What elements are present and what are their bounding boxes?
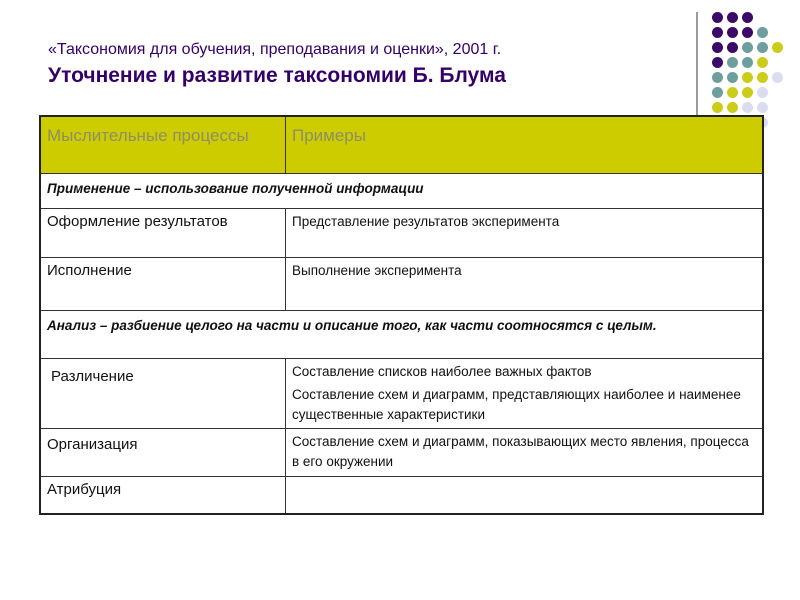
decorative-dot — [757, 57, 768, 68]
section-row — [40, 174, 763, 209]
examples-cell — [286, 477, 764, 514]
decorative-dot — [727, 87, 738, 98]
section-row — [40, 311, 763, 359]
decorative-dot — [742, 102, 753, 113]
example-text: Составление схем и диаграмм, представляющих наиболее и наименее существенные характеристики — [292, 387, 741, 422]
process-cell: Организация — [40, 429, 286, 477]
decorative-dot — [727, 12, 738, 23]
section-title: Применение – использование полученной информации — [40, 174, 763, 209]
decorative-dot — [757, 87, 768, 98]
slide-subtitle: «Таксономия для обучения, преподавания и оценки», 2001 г. — [48, 41, 502, 58]
example-text: Составление списков наиболее важных фактов — [292, 364, 592, 379]
examples-cell — [286, 209, 764, 258]
decorative-dot — [712, 12, 723, 23]
table-header-row — [40, 116, 763, 174]
decorative-dot — [757, 27, 768, 38]
decorative-dot — [772, 42, 783, 53]
decorative-dot — [727, 42, 738, 53]
decorative-dot — [727, 102, 738, 113]
process-cell: Оформление результатов — [40, 209, 286, 258]
decorative-dot — [742, 42, 753, 53]
table-row — [40, 209, 763, 258]
decorative-dot — [727, 72, 738, 83]
table-row — [40, 477, 763, 514]
table-row — [40, 429, 763, 477]
example-text: Выполнение эксперимента — [292, 263, 462, 278]
decorative-dot — [757, 42, 768, 53]
decorative-dot — [712, 87, 723, 98]
examples-cell — [286, 429, 764, 477]
process-cell: Различение — [40, 359, 286, 429]
table-row — [40, 258, 763, 311]
decorative-dot — [712, 57, 723, 68]
decorative-dot — [727, 27, 738, 38]
decorative-dot — [757, 102, 768, 113]
examples-cell — [286, 359, 764, 429]
decorative-dot — [742, 87, 753, 98]
header-processes: Мыслительные процессы — [40, 116, 286, 174]
decorative-dot — [727, 57, 738, 68]
decorative-dot — [712, 72, 723, 83]
decorative-dot — [772, 72, 783, 83]
decorative-dot — [742, 12, 753, 23]
decorative-dot — [712, 27, 723, 38]
process-cell: Исполнение — [40, 258, 286, 311]
decorative-dot — [757, 72, 768, 83]
slide-title: Уточнение и развитие таксономии Б. Блума — [48, 64, 506, 87]
decorative-dot — [742, 27, 753, 38]
examples-cell — [286, 258, 764, 311]
table-row — [40, 359, 763, 429]
example-text: Составление схем и диаграмм, показывающих место явления, процесса в его окружении — [292, 434, 749, 469]
section-title: Анализ – разбиение целого на части и описание того, как части соотносятся с целым. — [40, 311, 763, 359]
decorative-dot — [712, 42, 723, 53]
decorative-dot — [742, 57, 753, 68]
process-cell: Атрибуция — [40, 477, 286, 514]
example-text: Представление результатов эксперимента — [292, 214, 560, 229]
decorative-dot — [712, 102, 723, 113]
taxonomy-table — [39, 115, 764, 515]
decorative-dot — [742, 72, 753, 83]
header-examples: Примеры — [286, 116, 764, 174]
